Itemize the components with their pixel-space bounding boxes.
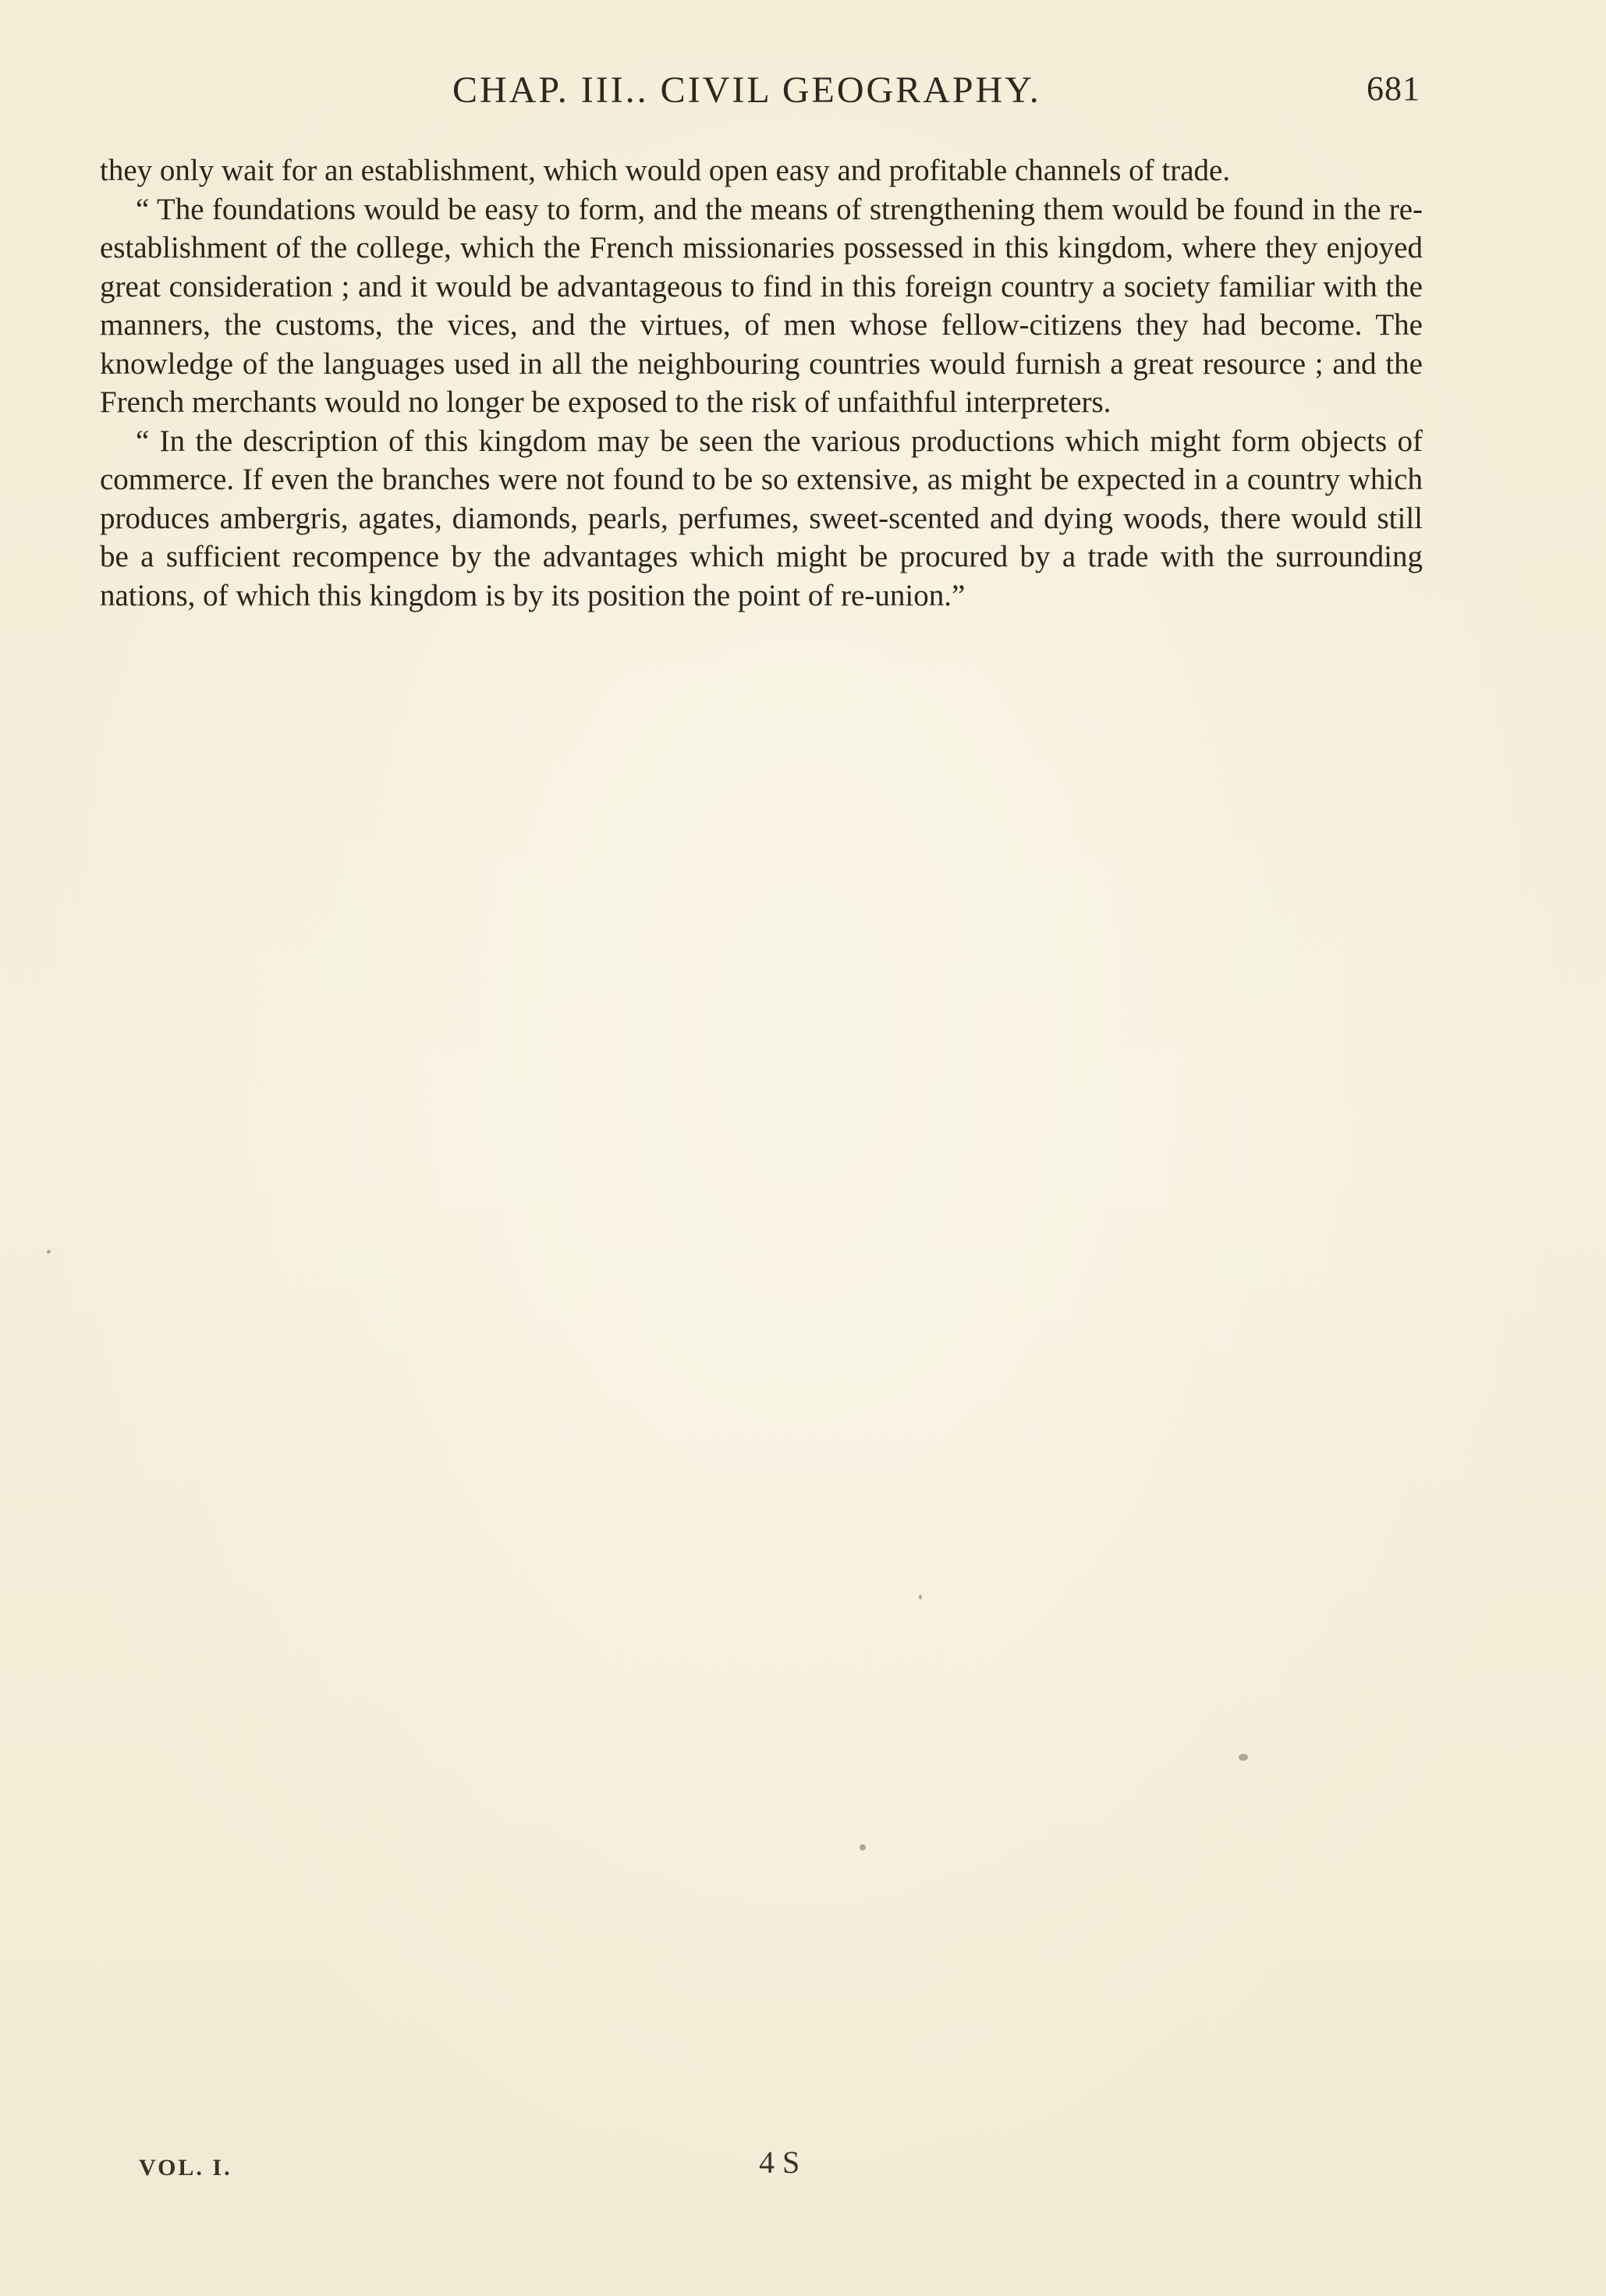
paragraph-continuation: they only wait for an establishment, which would open easy and profitable channels of trade. [100, 154, 1231, 187]
paper-speck [860, 1844, 866, 1851]
paragraph-foundations: “ The foundations would be easy to form, and the means of strengthening them would be found in the re-establishment of the college, which the French missionaries possessed in this kingdom, where they enjoyed great consideration ; and it would be advantageous to find in this foreign country a society familiar with the manners, the customs, the vices, and the virtues, of men whose fellow-citizens they had become. The knowledge of the languages used in all the neighbouring countries would furnish a great resource ; and the French merchants would no longer be exposed to the risk of unfaithful interpreters. [100, 192, 1423, 419]
paper-speck [47, 1250, 51, 1254]
signature-mark: 4 S [759, 2145, 800, 2180]
paper-speck [1239, 1754, 1248, 1761]
running-title: CHAP. III.. CIVIL GEOGRAPHY. [452, 69, 1041, 111]
volume-label: VOL. I. [139, 2155, 232, 2181]
paper-speck [919, 1595, 922, 1599]
body-text [100, 151, 1423, 615]
paragraph-description: “ In the description of this kingdom may be seen the various productions which might form objects of commerce. If even the branches were not found to be so extensive, as might be expected in a country which produces ambergris, agates, diamonds, pearls, perfumes, sweet-scented and dying woods, there would still be a sufficient recompence by the advantages which might be procured by a trade with the surrounding nations, of which this kingdom is by its position the point of re-union.” [100, 424, 1423, 612]
page-number: 681 [1367, 69, 1420, 108]
running-head [0, 69, 1606, 115]
